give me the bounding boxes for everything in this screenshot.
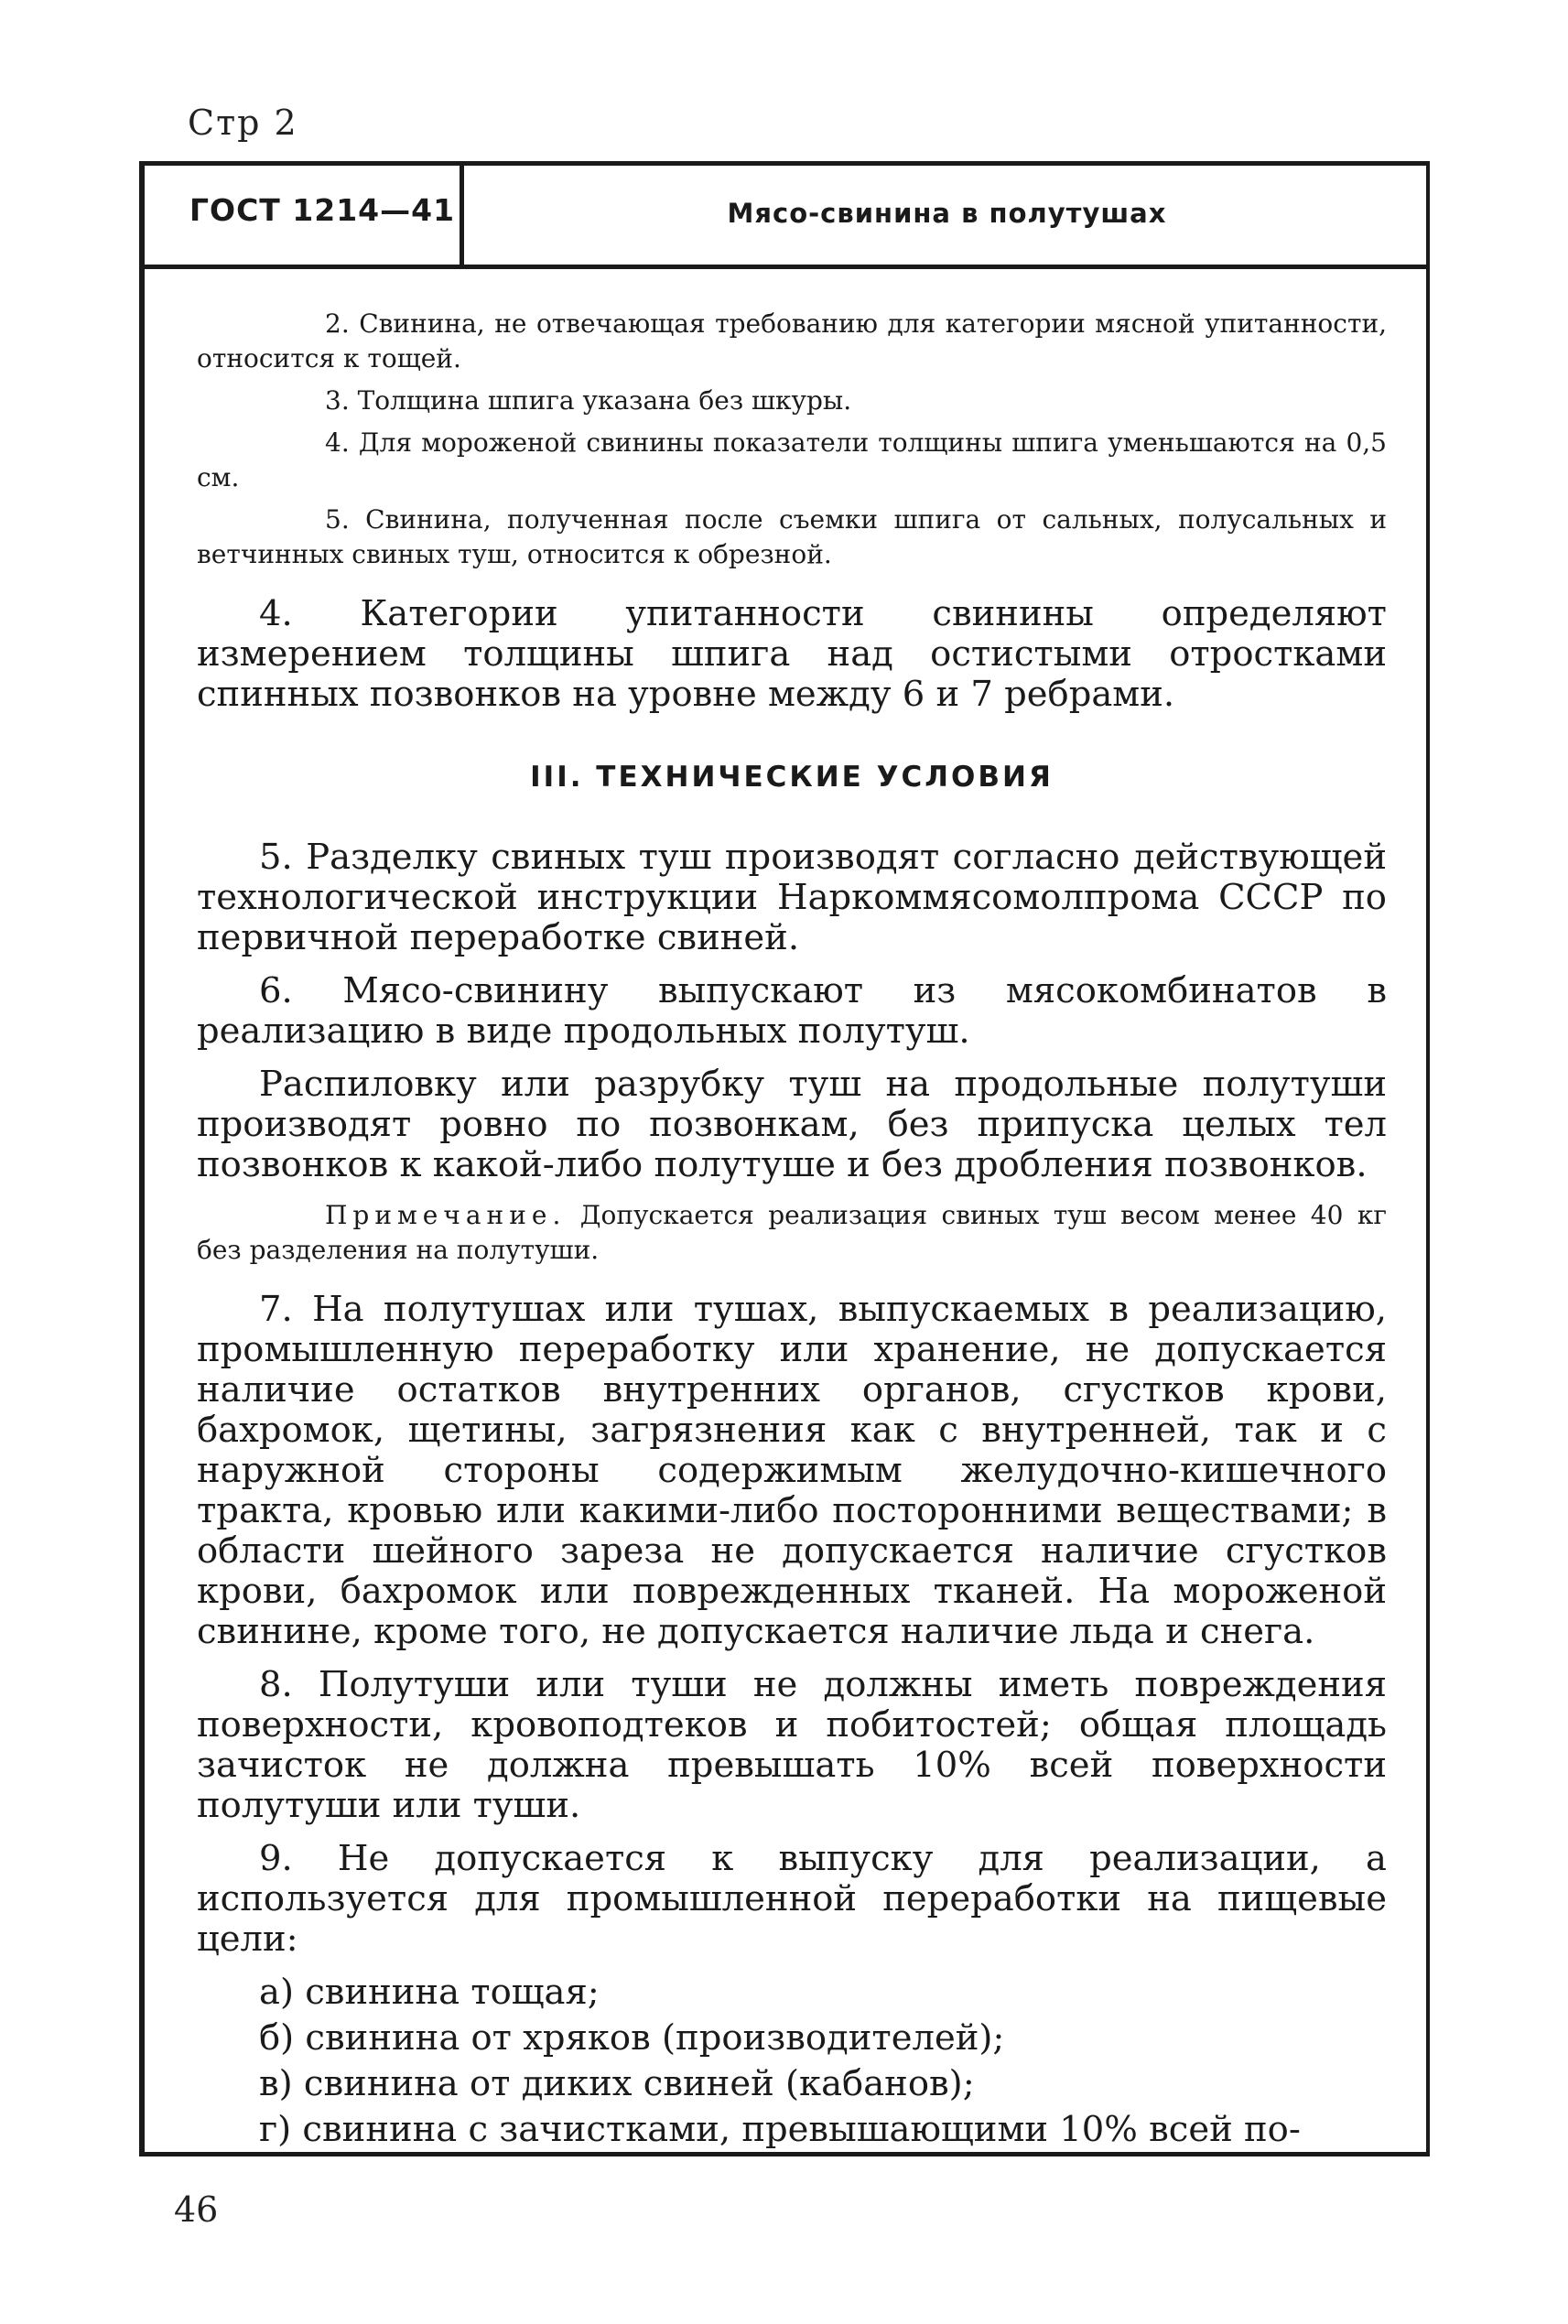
page-number: 46 [174, 2189, 219, 2230]
section-title: III. ТЕХНИЧЕСКИЕ УСЛОВИЯ [530, 761, 1054, 794]
note-4: 4. Для мороженой свинины показатели толщины шпига уменьшаются на 0,5 см. [197, 427, 1387, 492]
remark-label: Примечание. [325, 1200, 567, 1230]
note-5: 5. Свинина, полученная после съемки шпига от сальных, полусальных и ветчинных свиных туш, относится к обрезной. [197, 504, 1387, 569]
page-label: Стр 2 [188, 103, 298, 143]
paragraph-6b: Распиловку или разрубку туш на продольные полутуши производят ровно по позвонкам, без припуска целых тел позвонков к какой-либо полутуше и без дробления позвонков. [197, 1064, 1387, 1185]
remark [197, 1198, 1387, 1268]
note-3: 3. Толщина шпига указана без шкуры. [325, 385, 852, 416]
paragraph-6: 6. Мясо-свинину выпускают из мясокомбинатов в реализацию в виде продольных полутуш. [197, 970, 1387, 1052]
list-item: б) свинина от хряков (производителей); [259, 2017, 1005, 2059]
header [139, 161, 1430, 269]
document-title: Мясо-свинина в полутушах [727, 198, 1167, 229]
paragraph-7: 7. На полутушах или тушах, выпускаемых в реализацию, промышленную переработку или хранение, не допускается наличие остатков внутренних органов, сгустков крови, бахромок, щетины, загрязнения как с внутренней, так и с наружной стороны содержимым желудочно-кишечного тракта, кровью или какими-либо посторонними веществами; в области шейного зареза не допускается наличие сгустков крови, бахромок или поврежденных тканей. На мороженой свинине, кроме того, не допускается наличие льда и снега. [197, 1289, 1387, 1652]
standard-number: ГОСТ 1214—41 [189, 192, 456, 228]
list-item: в) свинина от диких свиней (кабанов); [259, 2063, 975, 2104]
paragraph-9: 9. Не допускается к выпуску для реализации, а используется для промышленной переработки на пищевые цели: [197, 1838, 1387, 1960]
note-2: 2. Свинина, не отвечающая требованию для категории мясной упитанности, относится к тощей. [197, 308, 1387, 373]
remark-text: Допускается реализация свиных туш весом менее 40 кг без разделения на полутуши. [197, 1200, 1387, 1265]
paragraph-4: 4. Категории упитанности свинины определяют измерением толщины шпига над остистыми отростками спинных позвонков на уровне между 6 и 7 ребрами. [197, 593, 1387, 715]
page-content [197, 307, 1387, 2156]
list-item: г) свинина с зачистками, превышающими 10% всей по- [259, 2109, 1301, 2150]
paragraph-5: 5. Разделку свиных туш производят согласно действующей технологической инструкции Наркоммясомолпрома СССР по первичной переработке свиней. [197, 837, 1387, 958]
exclusion-list [197, 1973, 1387, 2150]
list-item: а) свинина тощая; [259, 1972, 600, 2013]
paragraph-8: 8. Полутуши или туши не должны иметь повреждения поверхности, кровоподтеков и побитостей; общая площадь зачисток не должна превышать 10% всей поверхности полутуши или туши. [197, 1664, 1387, 1826]
